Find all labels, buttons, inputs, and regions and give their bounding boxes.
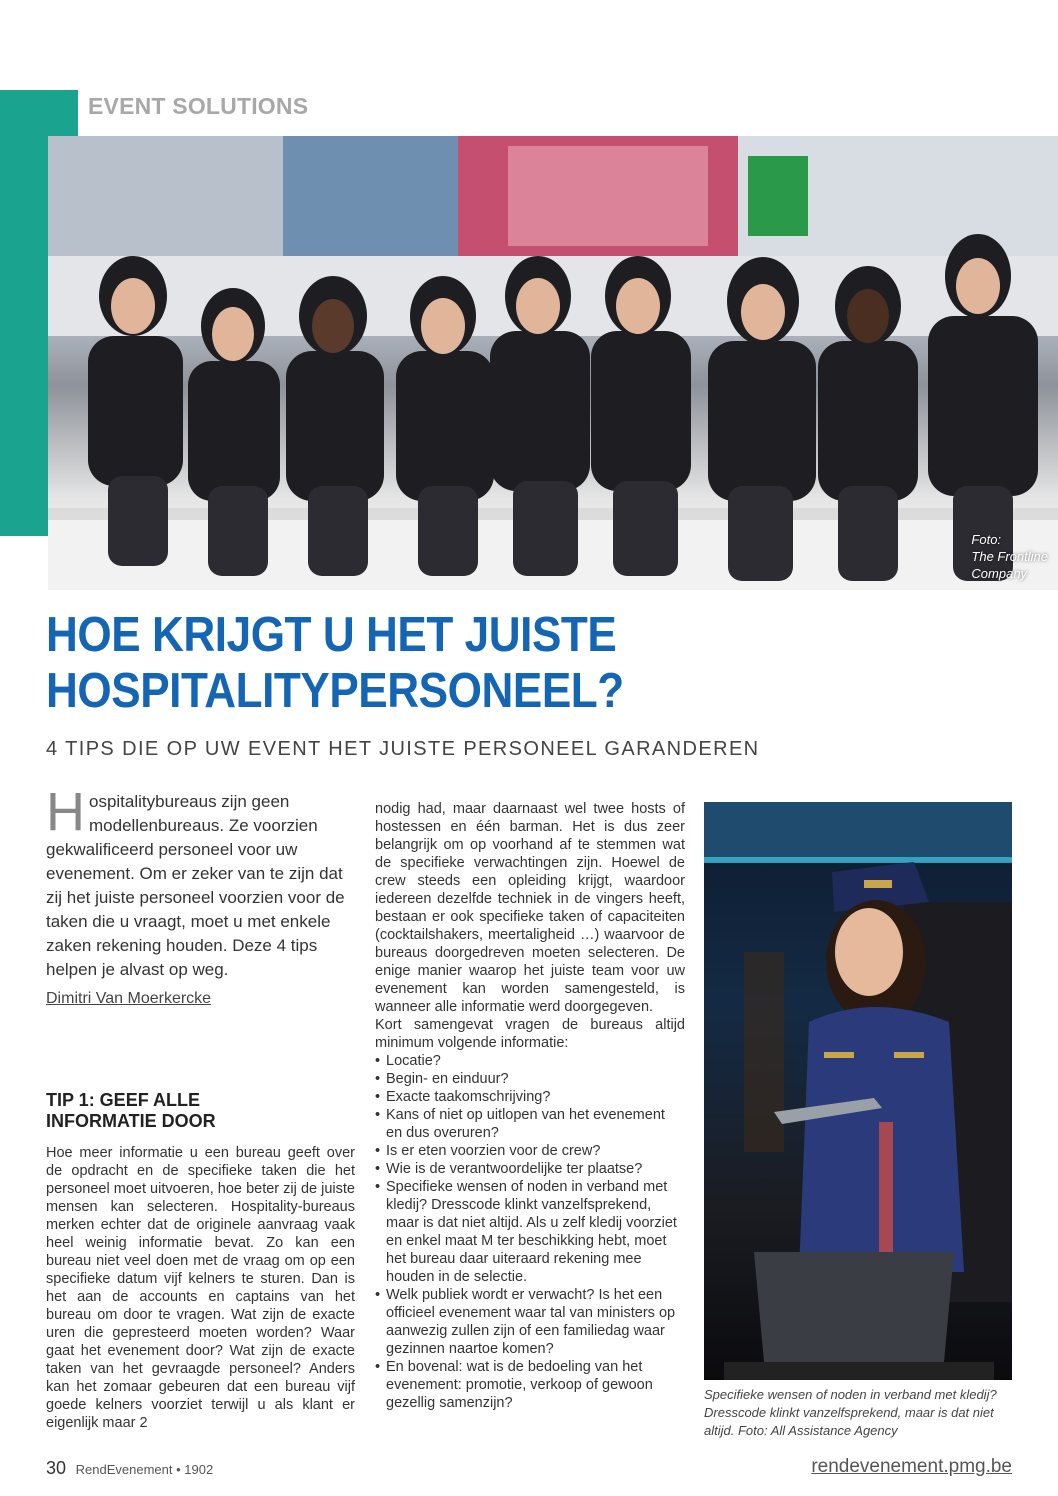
tip1-heading [46, 1090, 356, 1132]
list-item: • Begin- en einduur? [375, 1070, 685, 1088]
list-item: • Wie is de verantwoordelijke ter plaatse? [375, 1160, 685, 1178]
photo-credit-line: Company [971, 566, 1028, 581]
footer-left [46, 1458, 213, 1479]
photo-credit-line: The Frontline [971, 549, 1048, 564]
accent-bar [0, 90, 48, 536]
accent-bar-top [0, 90, 78, 136]
article-title-line: HOSPITALITYPERSONEEL? [46, 664, 624, 718]
page-number: 30 [46, 1458, 67, 1478]
article-subtitle: 4 TIPS DIE OP UW EVENT HET JUISTE PERSONEEL GARANDEREN [46, 738, 760, 760]
hero-photo-illustration [48, 136, 1058, 590]
article-title [46, 607, 910, 719]
paragraph: nodig had, maar daarnaast wel twee hosts of hostessen en één barman. Het is dus zeer belangrijk om op voorhand af te stemmen wat de specifieke verwachtingen zijn. Hoewel de crew steeds een opleiding krijgt, waardoor iedereen dezelfde techniek in de vingers heeft, bestaan er ook specifieke taken of capaciteiten (cocktailshakers, meertaligheid …) waarvoor de bureaus doorgedreven moeten selecteren. De enige manier waarop het juiste team voor uw evenement kan worden samengesteld, is wanneer alle informatie werd doorgegeven. [375, 801, 685, 1015]
list-item: • En bovenal: wat is de bedoeling van het evenement: promotie, verkoop of gewoon gezellig samenzijn? [375, 1358, 685, 1412]
tip1-body: Hoe meer informatie u een bureau geeft over de opdracht en de specifieke taken die het personeel moet uitvoeren, hoe beter zij de juiste mensen kan selecteren. Hospitality-bureaus merken echter dat de originele aanvraag vaak heel weinig informatie bevat. Zo kan een bureau niet veel doen met de vraag om op een specifieke datum vijf kelners te sturen. Dan is het aan de accounts en captains van het bureau om door te vragen. Wat zijn de exacte uren die gepresteerd moeten worden? Waar gaat het evenement door? Wat zijn de exacte taken van het gevraagde personeel? Anders kan het zomaar gebeuren dat een bureau vijf goede kelners voorziet terwijl u als klant er eigenlijk maar 2 [46, 1145, 355, 1431]
hero-photo [48, 136, 1058, 590]
paragraph: Kort samengevat vragen de bureaus altijd minimum volgende informatie: [375, 1017, 685, 1051]
list-item: • Exacte taakomschrijving? [375, 1088, 685, 1106]
photo-credit [971, 531, 1048, 582]
article-title-line: HOE KRIJGT U HET JUISTE [46, 608, 617, 662]
info-checklist [375, 1052, 685, 1412]
photo-credit-line: Foto: [971, 532, 1002, 547]
list-item: • Locatie? [375, 1052, 685, 1070]
side-photo [704, 802, 1012, 1380]
article-column-2 [375, 800, 685, 1412]
magazine-issue: RendEvenement • 1902 [75, 1462, 214, 1477]
list-item: • Welk publiek wordt er verwacht? Is het een officieel evenement waar tal van ministers op aanwezig zullen zijn of een familiedag waar gezinnen naartoe komen? [375, 1286, 685, 1358]
list-item: • Is er eten voorzien voor de crew? [375, 1142, 685, 1160]
tip1-heading-line: TIP 1: GEEF ALLE [46, 1090, 201, 1110]
drop-cap: H [46, 782, 85, 842]
article-intro [46, 782, 356, 982]
intro-text: ospitalitybureaus zijn geen modellenbureaus. Ze voorzien gekwalificeerd personeel voor uw evenement. Om er zeker van te zijn dat zij het juiste personeel voorzien voor de taken die u vraagt, moet u met enkele zaken rekening houden. Deze 4 tips helpen je alvast op weg. [46, 792, 345, 979]
list-item: • Kans of niet op uitlopen van het evenement en dus overuren? [375, 1106, 685, 1142]
list-item: • Specifieke wensen of noden in verband met kledij? Dresscode klinkt vanzelfsprekend, maar is dat niet altijd. Als u zelf kledij voorziet en enkel maat M ter beschikking hebt, moet het bureau daar uiteraard rekening mee houden in de selectie. [375, 1178, 685, 1286]
side-photo-caption: Specifieke wensen of noden in verband met kledij? Dresscode klinkt vanzelfsprekend, maar is dat niet altijd. Foto: All Assistance Agency [704, 1387, 997, 1438]
tip1-heading-line: INFORMATIE DOOR [46, 1111, 216, 1131]
side-photo-illustration [704, 802, 1012, 1380]
author-byline[interactable]: Dimitri Van Moerkercke [46, 990, 212, 1007]
section-label: EVENT SOLUTIONS [88, 93, 309, 119]
website-link[interactable]: rendevenement.pmg.be [811, 1456, 1012, 1477]
